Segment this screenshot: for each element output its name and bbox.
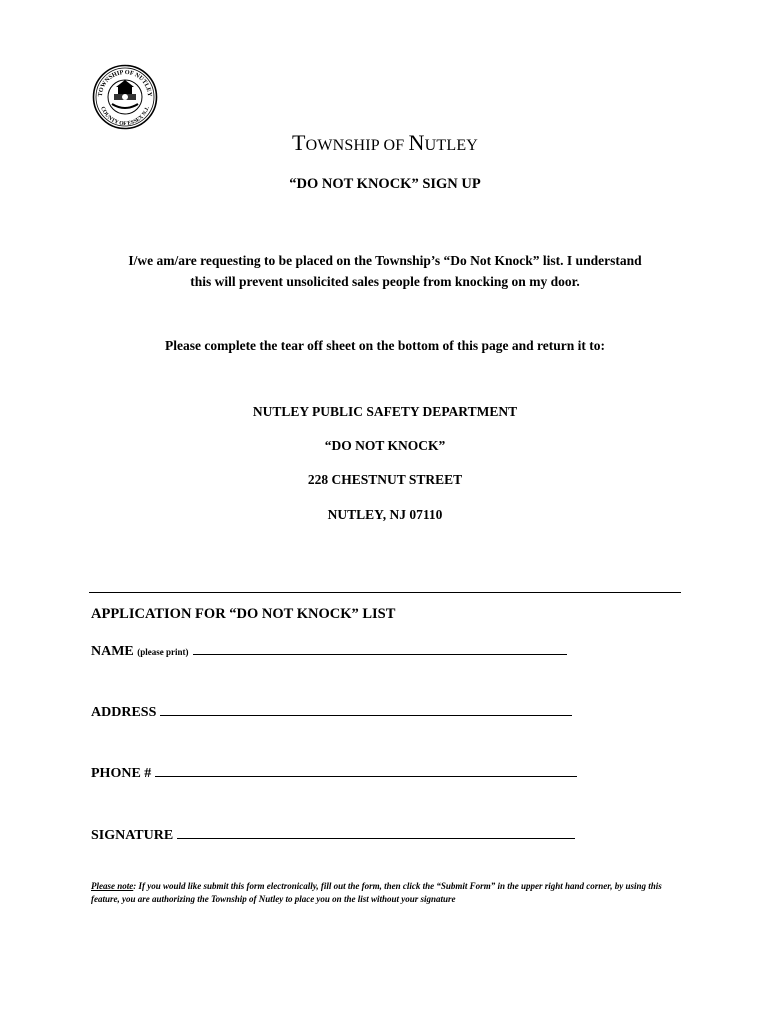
note-text: : If you would like submit this form electronically, fill out the form, then click the “Submit Form” in the upper right hand corner, by using this feature, you are authorizing the Township of Nutley to place you on the list without your signature [91,881,662,904]
signature-row [91,825,575,844]
phone-field[interactable] [155,763,577,777]
request-line-1: I/we am/are requesting to be placed on the Township’s “Do Not Knock” list. I understand [128,253,642,268]
note-label: Please note [91,881,134,891]
address-line-3: 228 CHESTNUT STREET [307,472,463,487]
address-line-2: “DO NOT KNOCK” [324,438,446,453]
township-seal-icon [92,64,158,130]
page-subtitle: “DO NOT KNOCK” SIGN UP [289,176,481,192]
phone-label: PHONE # [91,766,152,781]
name-hint: (please print) [137,647,189,657]
title-initial-n: N [408,130,425,155]
electronic-submit-note [91,880,691,906]
address-label: ADDRESS [91,705,157,720]
signature-label: SIGNATURE [91,828,174,843]
address-line-4: NUTLEY, NJ 07110 [327,507,443,522]
name-field[interactable] [193,641,567,655]
title-part-utley: UTLEY [424,137,479,154]
title-initial-t: T [291,130,306,155]
title-part-ownship: OWNSHIP OF [305,137,409,154]
request-line-2: this will prevent unsolicited sales people from knocking on my door. [190,274,580,289]
tear-off-divider [89,592,681,593]
seal-bottom-text: COUNTY OF ESSEX N.J. [99,105,151,128]
seal-top-text: TOWNSHIP OF NUTLEY [96,68,154,97]
application-title: APPLICATION FOR “DO NOT KNOCK” LIST [91,606,396,622]
address-line-1: NUTLEY PUBLIC SAFETY DEPARTMENT [252,404,518,419]
signature-field[interactable] [177,825,575,839]
page-title [0,130,770,156]
instructions-text: Please complete the tear off sheet on the bottom of this page and return it to: [164,338,606,353]
phone-row [91,763,577,782]
name-row [91,641,567,660]
address-field[interactable] [160,702,572,716]
request-paragraph [0,250,770,292]
name-label: NAME [91,644,134,659]
address-row [91,702,572,721]
